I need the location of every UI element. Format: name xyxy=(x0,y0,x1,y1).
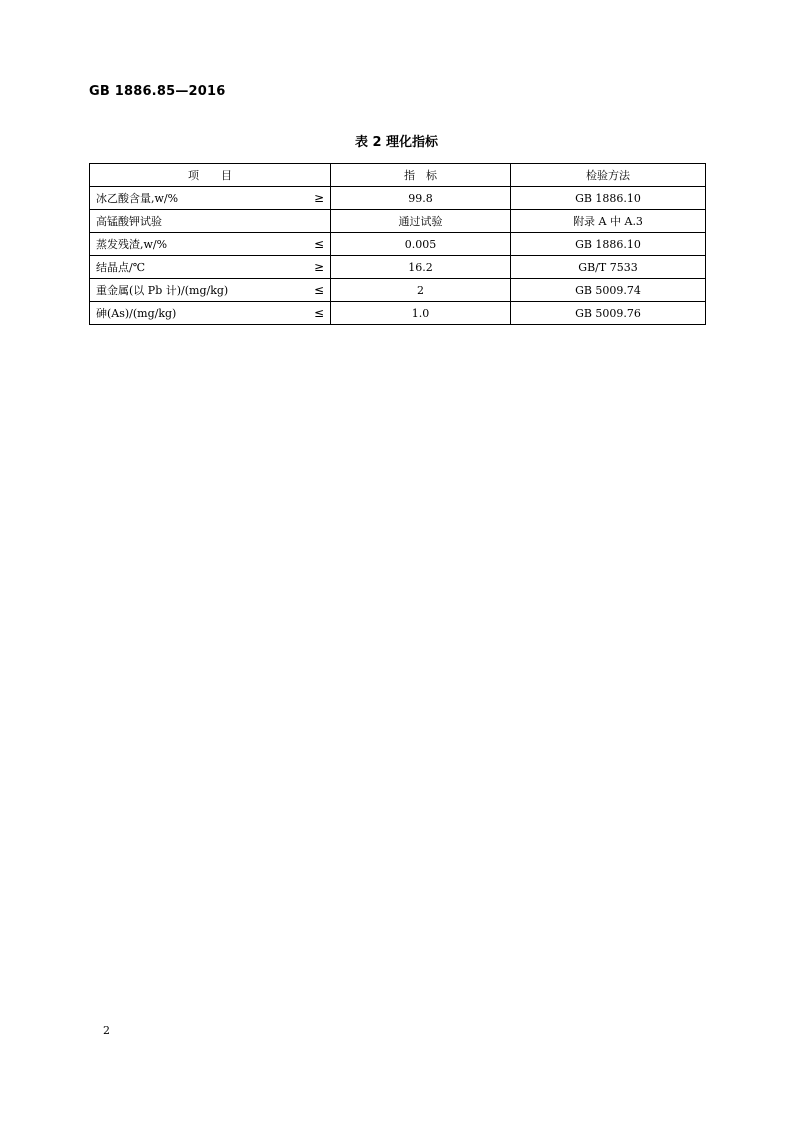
table-header-row xyxy=(90,164,706,187)
method-cell: GB 1886.10 xyxy=(511,233,706,256)
index-cell: 1.0 xyxy=(331,302,511,325)
method-cell: GB 5009.76 xyxy=(511,302,706,325)
index-cell: 0.005 xyxy=(331,233,511,256)
index-cell: 2 xyxy=(331,279,511,302)
physicochemical-indicators-table xyxy=(89,163,706,325)
table-row xyxy=(90,187,706,210)
item-label: 冰乙酸含量,w/% xyxy=(96,192,179,205)
comparison-symbol: ≤ xyxy=(313,283,324,297)
table-row xyxy=(90,279,706,302)
column-header-item: 项 目 xyxy=(90,164,331,187)
column-header-index: 指 标 xyxy=(331,164,511,187)
item-cell xyxy=(90,187,331,210)
table-title: 表 2 理化指标 xyxy=(354,135,439,150)
index-cell: 16.2 xyxy=(331,256,511,279)
method-cell: GB/T 7533 xyxy=(511,256,706,279)
item-cell xyxy=(90,279,331,302)
comparison-symbol: ≤ xyxy=(313,306,324,320)
item-label: 蒸发残渣,w/% xyxy=(96,238,168,251)
method-cell: GB 5009.74 xyxy=(511,279,706,302)
method-cell: GB 1886.10 xyxy=(511,187,706,210)
column-header-method: 检验方法 xyxy=(511,164,706,187)
table-row xyxy=(90,210,706,233)
table-row xyxy=(90,302,706,325)
method-cell: 附录 A 中 A.3 xyxy=(511,210,706,233)
comparison-symbol: ≥ xyxy=(313,260,324,274)
item-label: 重金属(以 Pb 计)/(mg/kg) xyxy=(96,284,229,297)
item-label: 结晶点/℃ xyxy=(96,261,146,274)
table-row xyxy=(90,256,706,279)
standard-code: GB 1886.85—2016 xyxy=(89,84,226,99)
item-cell xyxy=(90,302,331,325)
comparison-symbol: ≤ xyxy=(313,237,324,251)
item-cell xyxy=(90,256,331,279)
comparison-symbol: ≥ xyxy=(313,191,324,205)
item-label: 砷(As)/(mg/kg) xyxy=(96,307,177,320)
index-cell: 99.8 xyxy=(331,187,511,210)
item-label: 高锰酸钾试验 xyxy=(96,215,162,228)
table-row xyxy=(90,233,706,256)
index-cell: 通过试验 xyxy=(331,210,511,233)
item-cell xyxy=(90,233,331,256)
page-number: 2 xyxy=(103,1024,110,1037)
item-cell xyxy=(90,210,331,233)
